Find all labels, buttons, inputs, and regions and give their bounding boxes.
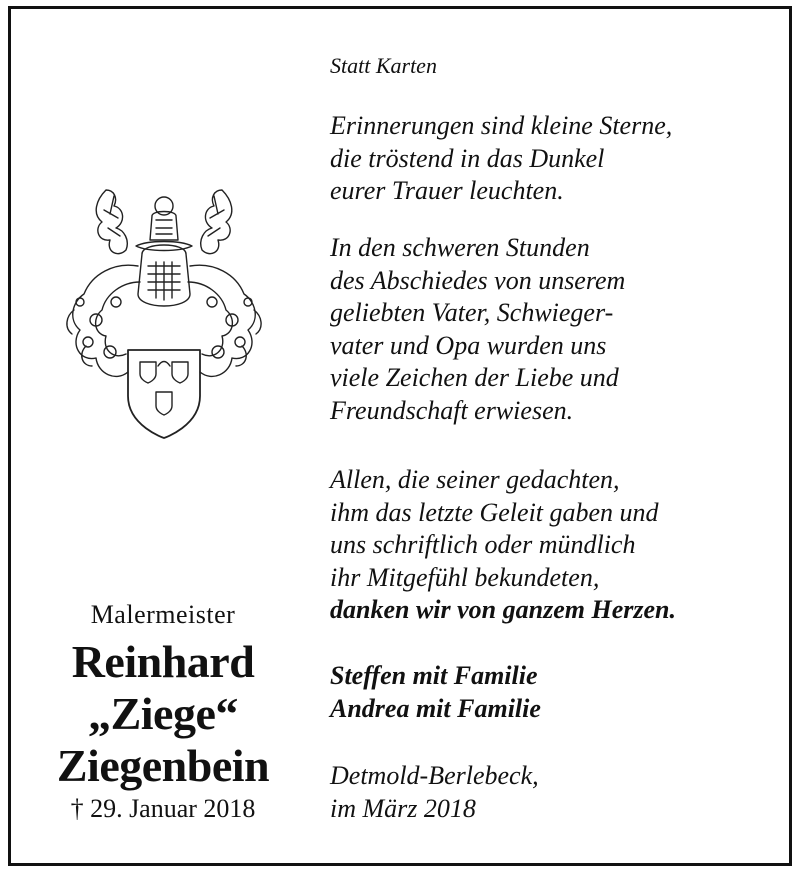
thanks [330,464,790,627]
deceased-name [28,636,298,792]
message-line: Freundschaft erwiesen. [330,395,574,425]
place-line: Detmold-Berlebeck, [330,761,539,790]
thanks-line: Allen, die seiner gedachten, [330,465,620,494]
nickname: „Ziege“ [88,688,238,739]
profession: Malermeister [90,600,236,629]
poem-line: eurer Trauer leuchten. [330,176,564,206]
thanks-line: ihm das letzte Geleit gaben und [330,497,659,527]
poem-line: Erinnerungen sind kleine Sterne, [330,111,673,140]
family-line: Steffen mit Familie [330,661,538,690]
statt-karten-text: Statt Karten [330,53,437,78]
place-date [330,760,790,825]
thanks-line: ihr Mitgefühl bekundeten, [330,562,600,592]
date-line: im März 2018 [330,793,476,823]
statt-karten [330,50,790,83]
poem-line: die tröstend in das Dunkel [330,143,605,173]
thanks-bold-line: danken wir von ganzem Herzen. [330,595,676,625]
last-name: Ziegenbein [56,740,270,791]
message-line: des Abschiedes von unserem [330,265,626,295]
family-signatures [330,660,790,725]
coat-of-arms-icon [44,170,284,455]
first-name: Reinhard [71,636,255,687]
family-line: Andrea mit Familie [330,693,541,723]
death-date: † 29. Januar 2018 [70,794,256,823]
message-line: viele Zeichen der Liebe und [330,363,619,393]
message-line: vater und Opa wurden uns [330,330,607,360]
message-line: geliebten Vater, Schwieger- [330,298,614,328]
thanks-line: uns schriftlich oder mündlich [330,530,636,560]
poem [330,110,790,208]
message-line: In den schweren Stunden [330,233,590,262]
message [330,232,790,428]
